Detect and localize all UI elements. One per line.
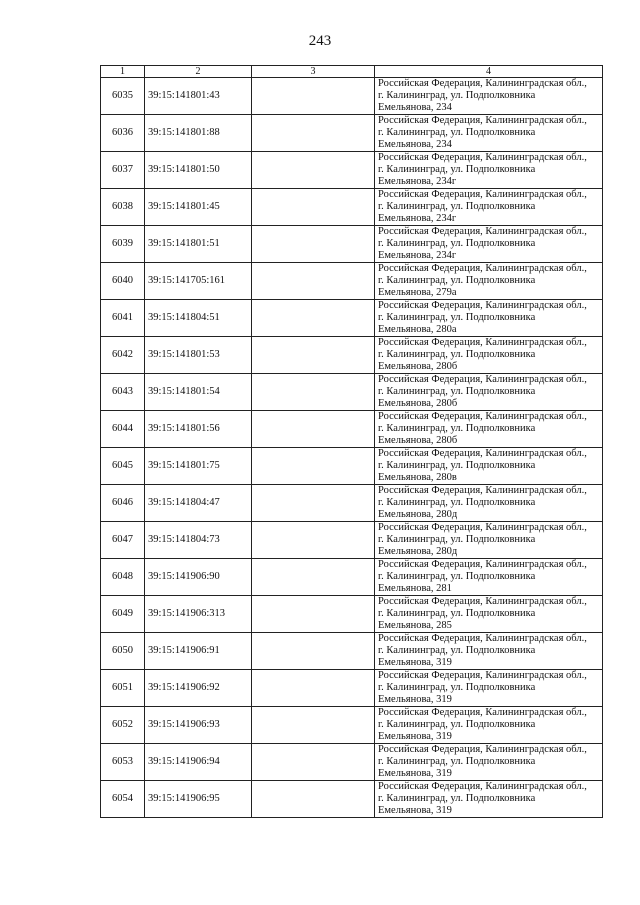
table-row [101,781,603,818]
table-row [101,522,603,559]
address-cell [375,300,603,337]
address-line: Емельянова, 280б [378,435,458,446]
table-row [101,78,603,115]
cadastral-number-cell: 39:15:141801:88 [145,115,252,152]
address-line: г. Калининград, ул. Подполковника [378,497,536,508]
address-line: Емельянова, 279а [378,287,457,298]
address-line: г. Калининград, ул. Подполковника [378,793,536,804]
table-row [101,374,603,411]
cadastral-number-cell: 39:15:141906:92 [145,670,252,707]
row-number-cell: 6049 [101,596,145,633]
row-number-cell: 6039 [101,226,145,263]
address-cell [375,633,603,670]
address-line: Емельянова, 319 [378,731,452,742]
column-header-3: 3 [252,66,375,78]
table-row [101,744,603,781]
address-line: г. Калининград, ул. Подполковника [378,756,536,767]
address-line: г. Калининград, ул. Подполковника [378,201,536,212]
note-cell [252,670,375,707]
table-row [101,226,603,263]
address-line: г. Калининград, ул. Подполковника [378,645,536,656]
column-header-row [101,66,603,78]
table-row [101,448,603,485]
table-row [101,411,603,448]
row-number-cell: 6048 [101,559,145,596]
cadastral-number-cell: 39:15:141801:56 [145,411,252,448]
row-number-cell: 6037 [101,152,145,189]
address-line: г. Калининград, ул. Подполковника [378,460,536,471]
cadastral-number-cell: 39:15:141801:75 [145,448,252,485]
address-line: г. Калининград, ул. Подполковника [378,719,536,730]
address-line: Емельянова, 280б [378,361,458,372]
note-cell [252,263,375,300]
property-table [100,65,603,818]
note-cell [252,744,375,781]
address-line: Российская Федерация, Калининградская обл., [378,411,587,422]
table-row [101,115,603,152]
cadastral-number-cell: 39:15:141906:94 [145,744,252,781]
note-cell [252,522,375,559]
address-line: Российская Федерация, Калининградская обл., [378,707,587,718]
note-cell [252,781,375,818]
address-cell [375,596,603,633]
address-line: Емельянова, 280в [378,472,457,483]
table-row [101,707,603,744]
cadastral-number-cell: 39:15:141906:313 [145,596,252,633]
note-cell [252,152,375,189]
address-line: Емельянова, 281 [378,583,452,594]
table-row [101,559,603,596]
note-cell [252,411,375,448]
cadastral-number-cell: 39:15:141906:90 [145,559,252,596]
address-cell [375,189,603,226]
address-line: Емельянова, 285 [378,620,452,631]
address-line: г. Калининград, ул. Подполковника [378,571,536,582]
table-row [101,152,603,189]
address-line: Емельянова, 234г [378,176,457,187]
address-line: Российская Федерация, Калининградская обл., [378,78,587,89]
table-row [101,596,603,633]
address-line: Емельянова, 234г [378,250,457,261]
address-line: Российская Федерация, Калининградская обл., [378,300,587,311]
address-line: Российская Федерация, Калининградская обл., [378,152,587,163]
address-cell [375,374,603,411]
column-header-4: 4 [375,66,603,78]
page-number: 243 [308,33,332,49]
address-line: Российская Федерация, Калининградская обл., [378,559,587,570]
address-line: г. Калининград, ул. Подполковника [378,534,536,545]
address-cell [375,707,603,744]
cadastral-number-cell: 39:15:141906:95 [145,781,252,818]
address-line: Емельянова, 280б [378,398,458,409]
address-line: г. Калининград, ул. Подполковника [378,423,536,434]
note-cell [252,707,375,744]
address-line: Емельянова, 319 [378,768,452,779]
note-cell [252,448,375,485]
address-line: г. Калининград, ул. Подполковника [378,238,536,249]
address-cell [375,115,603,152]
cadastral-number-cell: 39:15:141906:93 [145,707,252,744]
row-number-cell: 6043 [101,374,145,411]
address-line: Российская Федерация, Калининградская обл., [378,744,587,755]
address-line: г. Калининград, ул. Подполковника [378,682,536,693]
note-cell [252,337,375,374]
row-number-cell: 6050 [101,633,145,670]
row-number-cell: 6035 [101,78,145,115]
address-cell [375,744,603,781]
row-number-cell: 6040 [101,263,145,300]
row-number-cell: 6041 [101,300,145,337]
address-line: Емельянова, 234г [378,213,457,224]
cadastral-number-cell: 39:15:141801:50 [145,152,252,189]
address-cell [375,78,603,115]
address-cell [375,152,603,189]
table-row [101,485,603,522]
cadastral-number-cell: 39:15:141801:51 [145,226,252,263]
address-line: г. Калининград, ул. Подполковника [378,386,536,397]
address-line: г. Калининград, ул. Подполковника [378,127,536,138]
note-cell [252,596,375,633]
cadastral-number-cell: 39:15:141801:53 [145,337,252,374]
address-line: г. Калининград, ул. Подполковника [378,275,536,286]
address-cell [375,411,603,448]
address-cell [375,448,603,485]
address-line: г. Калининград, ул. Подполковника [378,164,536,175]
row-number-cell: 6052 [101,707,145,744]
column-header-2: 2 [145,66,252,78]
cadastral-number-cell: 39:15:141804:51 [145,300,252,337]
address-line: Российская Федерация, Калининградская обл., [378,781,587,792]
address-line: г. Калининград, ул. Подполковника [378,90,536,101]
row-number-cell: 6045 [101,448,145,485]
address-line: Российская Федерация, Калининградская обл., [378,263,587,274]
address-cell [375,263,603,300]
address-cell [375,522,603,559]
address-line: г. Калининград, ул. Подполковника [378,608,536,619]
row-number-cell: 6053 [101,744,145,781]
address-line: Российская Федерация, Калининградская обл., [378,226,587,237]
address-cell [375,337,603,374]
address-cell [375,559,603,596]
address-line: г. Калининград, ул. Подполковника [378,349,536,360]
row-number-cell: 6047 [101,522,145,559]
address-line: Емельянова, 234 [378,139,452,150]
cadastral-number-cell: 39:15:141906:91 [145,633,252,670]
note-cell [252,633,375,670]
row-number-cell: 6054 [101,781,145,818]
row-number-cell: 6046 [101,485,145,522]
row-number-cell: 6036 [101,115,145,152]
note-cell [252,78,375,115]
table-row [101,670,603,707]
address-line: Российская Федерация, Калининградская обл., [378,485,587,496]
row-number-cell: 6044 [101,411,145,448]
address-line: Емельянова, 234 [378,102,452,113]
row-number-cell: 6042 [101,337,145,374]
row-number-cell: 6051 [101,670,145,707]
cadastral-number-cell: 39:15:141801:45 [145,189,252,226]
note-cell [252,559,375,596]
cadastral-number-cell: 39:15:141705:161 [145,263,252,300]
address-line: Емельянова, 280д [378,509,458,520]
table-row [101,189,603,226]
cadastral-number-cell: 39:15:141804:47 [145,485,252,522]
address-cell [375,670,603,707]
note-cell [252,115,375,152]
address-line: Емельянова, 319 [378,694,452,705]
row-number-cell: 6038 [101,189,145,226]
column-header-1: 1 [101,66,145,78]
address-line: Российская Федерация, Калининградская обл., [378,596,587,607]
cadastral-number-cell: 39:15:141801:54 [145,374,252,411]
address-line: Российская Федерация, Калининградская обл., [378,337,587,348]
note-cell [252,300,375,337]
cadastral-number-cell: 39:15:141801:43 [145,78,252,115]
table-row [101,337,603,374]
address-line: г. Калининград, ул. Подполковника [378,312,536,323]
address-line: Российская Федерация, Калининградская обл., [378,115,587,126]
address-line: Российская Федерация, Калининградская обл., [378,448,587,459]
note-cell [252,226,375,263]
address-cell [375,485,603,522]
table-row [101,300,603,337]
note-cell [252,189,375,226]
table-row [101,633,603,670]
note-cell [252,374,375,411]
note-cell [252,485,375,522]
address-line: Российская Федерация, Калининградская обл., [378,670,587,681]
address-line: Российская Федерация, Калининградская обл., [378,189,587,200]
table-row [101,263,603,300]
address-line: Емельянова, 319 [378,805,452,816]
address-cell [375,781,603,818]
cadastral-number-cell: 39:15:141804:73 [145,522,252,559]
address-line: Российская Федерация, Калининградская обл., [378,522,587,533]
address-line: Российская Федерация, Калининградская обл., [378,633,587,644]
address-cell [375,226,603,263]
address-line: Российская Федерация, Калининградская обл., [378,374,587,385]
address-line: Емельянова, 319 [378,657,452,668]
address-line: Емельянова, 280а [378,324,457,335]
address-line: Емельянова, 280д [378,546,458,557]
